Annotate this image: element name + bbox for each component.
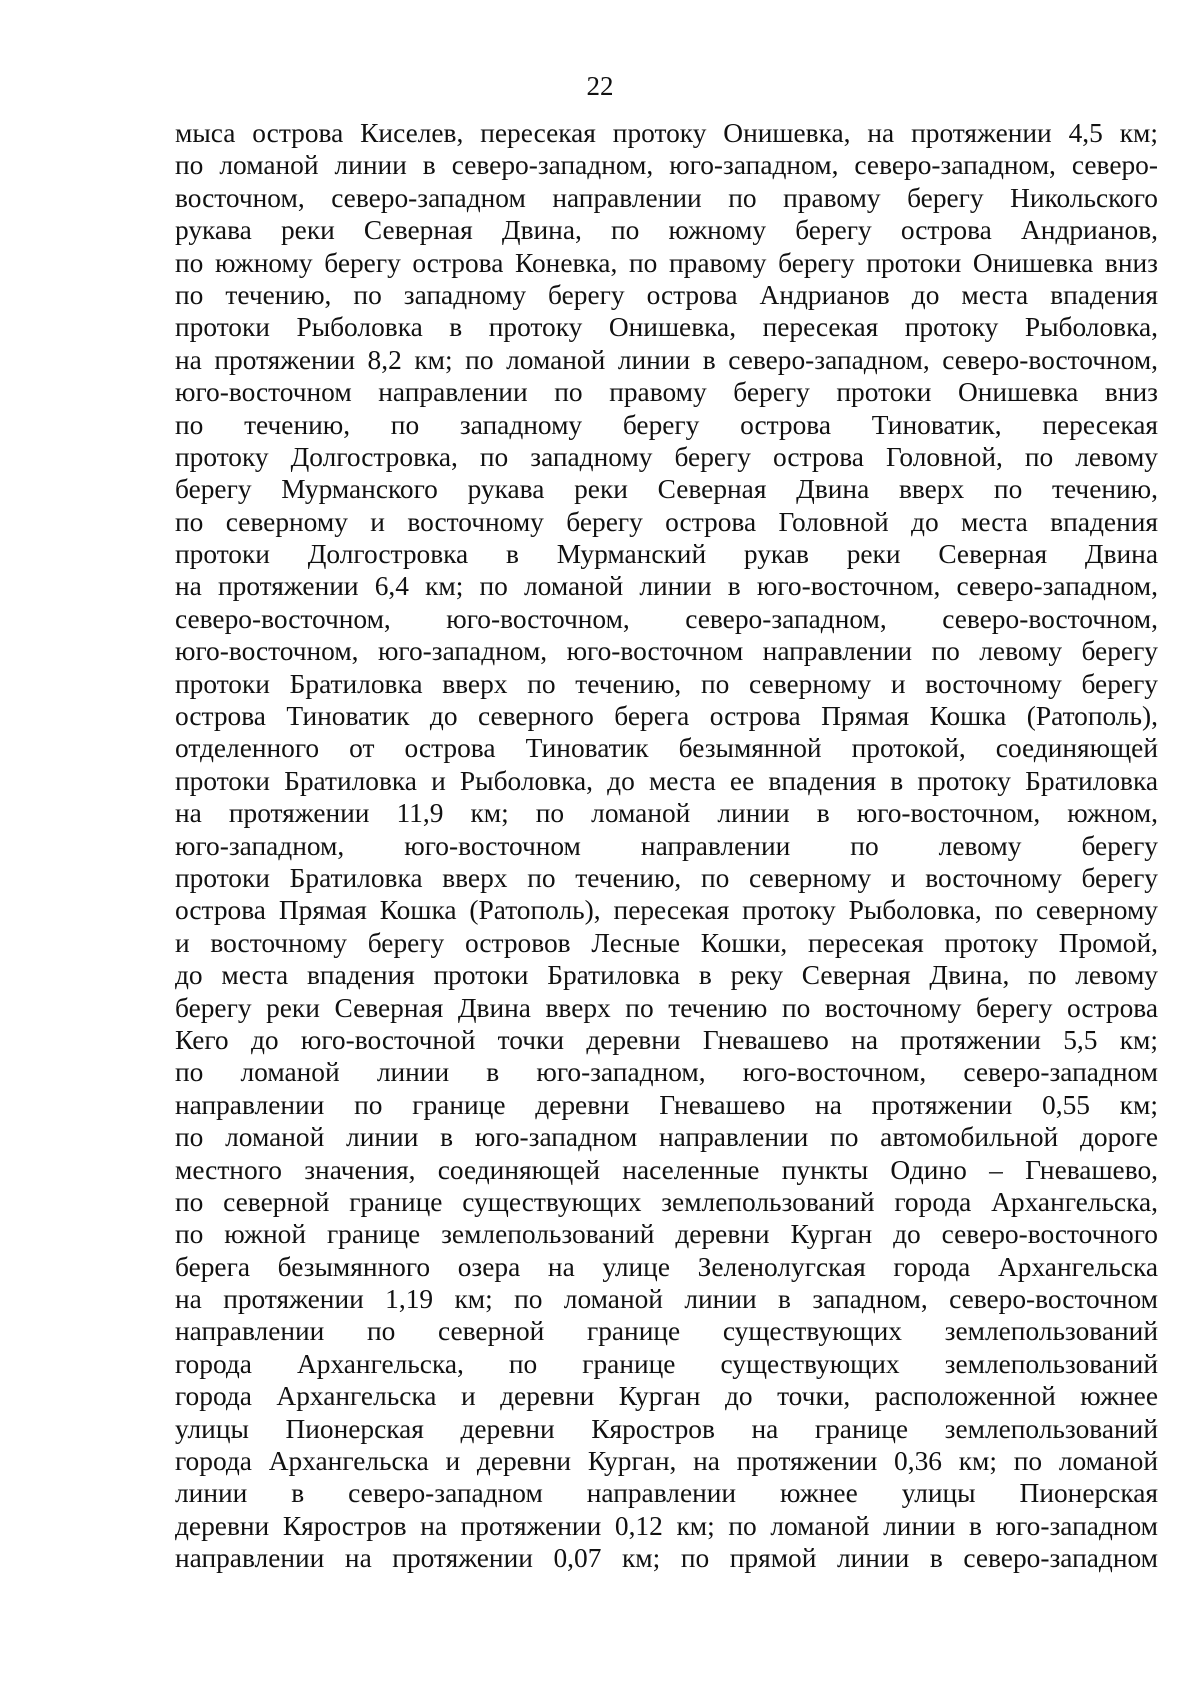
text-line: протоки Братиловка и Рыболовка, до места ее впадения в протоку Братиловка bbox=[175, 765, 1158, 796]
body-text bbox=[175, 117, 1158, 1575]
text-line: до места впадения протоки Братиловка в реку Северная Двина, по левому bbox=[175, 960, 1158, 991]
text-line: северо-восточном, юго-восточном, северо-западном, северо-восточном, bbox=[175, 603, 1158, 634]
text-line: острова Тиноватик до северного берега острова Прямая Кошка (Ратополь), bbox=[175, 701, 1158, 732]
text-line: восточном, северо-западном направлении по правому берегу Никольского bbox=[175, 182, 1158, 213]
page-number: 22 bbox=[586, 71, 614, 101]
text-line: по ломаной линии в юго-западном, юго-восточном, северо-западном bbox=[175, 1057, 1158, 1088]
text-line: протоки Братиловка вверх по течению, по северному и восточному берегу bbox=[175, 668, 1158, 699]
text-line: на протяжении 11,9 км; по ломаной линии в юго-восточном, южном, bbox=[175, 798, 1158, 829]
text-line: по южной границе землепользований деревни Курган до северо-восточного bbox=[175, 1219, 1158, 1250]
text-line: по северной границе существующих землепользований города Архангельска, bbox=[175, 1186, 1158, 1217]
text-line: острова Прямая Кошка (Ратополь), пересекая протоку Рыболовка, по северному bbox=[175, 895, 1158, 926]
text-line: по ломаной линии в северо-западном, юго-западном, северо-западном, северо- bbox=[175, 150, 1158, 181]
text-line: местного значения, соединяющей населенные пункты Одино – Гневашево, bbox=[175, 1154, 1158, 1185]
text-line: по северному и восточному берегу острова Головной до места впадения bbox=[175, 506, 1158, 537]
text-line: берегу Мурманского рукава реки Северная Двина вверх по течению, bbox=[175, 474, 1158, 505]
text-line: на протяжении 6,4 км; по ломаной линии в юго-восточном, северо-западном, bbox=[175, 571, 1158, 602]
text-line: берега безымянного озера на улице Зеленолугская города Архангельска bbox=[175, 1251, 1158, 1282]
text-line: юго-восточном направлении по правому берегу протоки Онишевка вниз bbox=[175, 377, 1158, 408]
text-line: линии в северо-западном направлении южнее улицы Пионерская bbox=[175, 1478, 1158, 1509]
text-line: по течению, по западному берегу острова Андрианов до места впадения bbox=[175, 279, 1158, 310]
text-line: юго-восточном, юго-западном, юго-восточном направлении по левому берегу bbox=[175, 636, 1158, 667]
text-line: Кего до юго-восточной точки деревни Гневашево на протяжении 5,5 км; bbox=[175, 1024, 1158, 1055]
text-line: и восточному берегу островов Лесные Кошки, пересекая протоку Промой, bbox=[175, 927, 1158, 958]
text-line: протоки Долгостровка в Мурманский рукав реки Северная Двина bbox=[175, 539, 1158, 570]
text-line: берегу реки Северная Двина вверх по течению по восточному берегу острова bbox=[175, 992, 1158, 1023]
text-line: города Архангельска, по границе существующих землепользований bbox=[175, 1348, 1158, 1379]
text-line: на протяжении 1,19 км; по ломаной линии в западном, северо-восточном bbox=[175, 1284, 1158, 1315]
text-line: мыса острова Киселев, пересекая протоку Онишевка, на протяжении 4,5 км; bbox=[175, 118, 1158, 148]
text-line: направлении на протяжении 0,07 км; по прямой линии в северо-западном bbox=[175, 1543, 1158, 1574]
text-line: деревни Кяростров на протяжении 0,12 км; по ломаной линии в юго-западном bbox=[175, 1510, 1158, 1541]
text-line: направлении по северной границе существующих землепользований bbox=[175, 1316, 1158, 1347]
text-line: на протяжении 8,2 км; по ломаной линии в северо-западном, северо-восточном, bbox=[175, 344, 1158, 375]
text-line: протоку Долгостровка, по западному берегу острова Головной, по левому bbox=[175, 441, 1158, 472]
text-line: отделенного от острова Тиноватик безымянной протокой, соединяющей bbox=[175, 733, 1158, 764]
text-line: направлении по границе деревни Гневашево на протяжении 0,55 км; bbox=[175, 1089, 1158, 1120]
text-line: города Архангельска и деревни Курган, на протяжении 0,36 км; по ломаной bbox=[175, 1446, 1158, 1477]
text-line: протоки Рыболовка в протоку Онишевка, пересекая протоку Рыболовка, bbox=[175, 312, 1158, 343]
text-line: протоки Братиловка вверх по течению, по северному и восточному берегу bbox=[175, 862, 1158, 893]
text-line: по течению, по западному берегу острова Тиноватик, пересекая bbox=[175, 409, 1158, 440]
text-line: по южному берегу острова Коневка, по правому берегу протоки Онишевка вниз bbox=[175, 247, 1158, 278]
text-line: города Архангельска и деревни Курган до точки, расположенной южнее bbox=[175, 1381, 1158, 1412]
text-line: юго-западном, юго-восточном направлении по левому берегу bbox=[175, 830, 1158, 861]
text-line: по ломаной линии в юго-западном направлении по автомобильной дороге bbox=[175, 1122, 1158, 1153]
text-line: рукава реки Северная Двина, по южному берегу острова Андрианов, bbox=[175, 215, 1158, 246]
text-line: улицы Пионерская деревни Кяростров на границе землепользований bbox=[175, 1413, 1158, 1444]
